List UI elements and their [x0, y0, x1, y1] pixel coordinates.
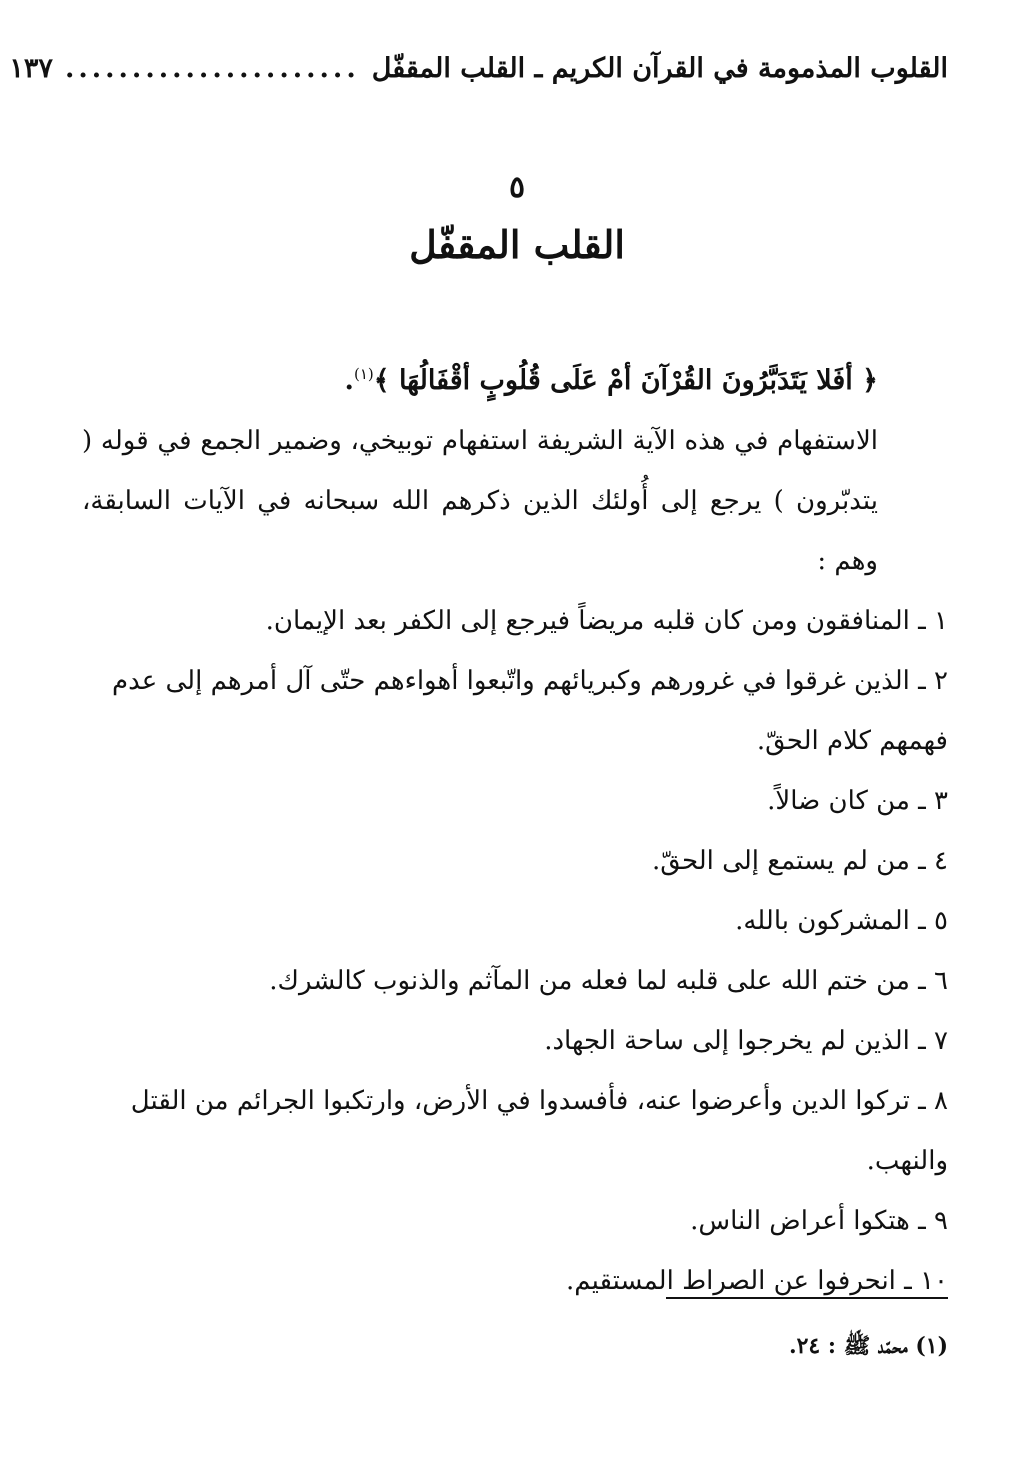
footnote: (١) محمّد ﷺ : ٢٤.: [788, 1333, 948, 1359]
list-item: ٦ ـ من ختم الله على قلبه لما فعله من المآثم والذنوب كالشرك.: [269, 966, 948, 996]
verse-end: .: [344, 365, 354, 396]
body-text: [82, 344, 948, 1311]
list-item: ٣ ـ من كان ضالاً.: [767, 786, 948, 816]
running-header-title: القلوب المذمومة في القرآن الكريم ـ القلب المقفّل: [371, 52, 948, 84]
chapter-title: القلب المقفّل: [409, 222, 625, 267]
footnote-reference: (١): [353, 365, 374, 383]
list: [82, 591, 948, 1311]
running-header-dots: ......................: [64, 52, 360, 84]
list-item: ٢ ـ الذين غرقوا في غرورهم وكبريائهم واتّبعوا أهواءهم حتّى آل أمرهم إلى عدم فهمهم كلام الحقّ.: [111, 666, 948, 756]
list-item: ١٠ ـ انحرفوا عن الصراط المستقيم.: [566, 1266, 948, 1296]
list-item: ٥ ـ المشركون بالله.: [735, 906, 948, 936]
verse-text: ﴿ أفَلا يَتَدَبَّرُونَ القُرْآنَ أمْ عَلَى قُلُوبٍ أقْفَالُهَا ﴾: [373, 365, 878, 396]
intro-paragraph: الاستفهام في هذه الآية الشريفة استفهام توبيخي، وضمير الجمع في قوله ( يتدبّرون ) يرجع إلى أُولئك الذين ذكرهم الله سبحانه في الآيات السابقة، وهم :: [82, 426, 878, 576]
quran-verse: [82, 344, 948, 411]
list-item: ١ ـ المنافقون ومن كان قلبه مريضاً فيرجع إلى الكفر بعد الإيمان.: [265, 606, 948, 636]
chapter-number: ٥: [508, 170, 526, 205]
running-header: [9, 46, 948, 90]
list-item: ٧ ـ الذين لم يخرجوا إلى ساحة الجهاد.: [544, 1026, 948, 1056]
list-item: ٩ ـ هتكوا أعراض الناس.: [690, 1206, 948, 1236]
list-item: ٤ ـ من لم يستمع إلى الحقّ.: [652, 846, 948, 876]
page-number: ١٣٧: [9, 52, 53, 84]
list-item: ٨ ـ تركوا الدين وأعرضوا عنه، فأفسدوا في الأرض، وارتكبوا الجرائم من القتل والنهب.: [130, 1086, 948, 1176]
footnote-divider: [666, 1297, 948, 1299]
